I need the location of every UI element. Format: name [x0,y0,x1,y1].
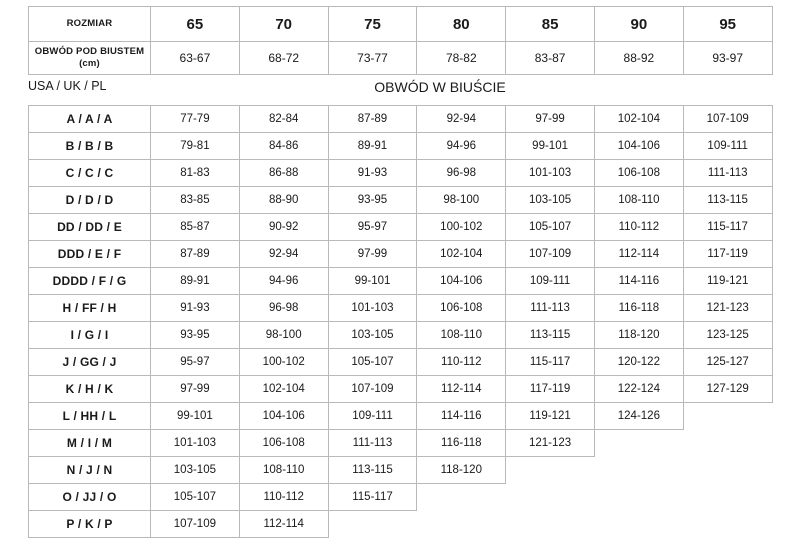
bust-measurement-cell: 113-115 [506,322,595,349]
table-row [29,376,773,403]
bust-circumference-label: OBWÓD W BIUŚCIE [374,79,506,95]
bust-measurement-cell: 90-92 [239,214,328,241]
bust-measurement-cell: 105-107 [328,349,417,376]
cup-size-label: DDD / E / F [29,241,151,268]
empty-cell [506,484,595,511]
table-row [29,160,773,187]
bust-measurement-cell: 117-119 [683,241,772,268]
bust-measurement-cell: 95-97 [328,214,417,241]
size-header-cell: 75 [328,7,417,42]
bust-measurement-cell: 106-108 [239,430,328,457]
bust-measurement-cell: 107-109 [683,106,772,133]
underbust-cell: 83-87 [506,42,595,75]
table-row [29,457,773,484]
empty-cell [683,430,772,457]
bust-measurement-cell: 109-111 [506,268,595,295]
table-row [29,214,773,241]
empty-cell [328,511,417,538]
bust-measurement-cell: 111-113 [683,160,772,187]
empty-cell [417,484,506,511]
bust-measurement-cell: 103-105 [328,322,417,349]
cup-size-label: P / K / P [29,511,151,538]
bust-measurement-cell: 89-91 [151,268,240,295]
bust-measurement-cell: 107-109 [151,511,240,538]
bust-measurement-cell: 108-110 [239,457,328,484]
empty-cell [683,457,772,484]
bust-measurement-cell: 81-83 [151,160,240,187]
bust-measurement-cell: 77-79 [151,106,240,133]
bust-measurement-cell: 112-114 [239,511,328,538]
cup-size-label: K / H / K [29,376,151,403]
bust-measurement-cell: 101-103 [151,430,240,457]
empty-cell [683,484,772,511]
empty-cell [594,484,683,511]
empty-cell [683,511,772,538]
bust-measurement-cell: 112-114 [594,241,683,268]
empty-cell [594,457,683,484]
bust-measurement-cell: 103-105 [506,187,595,214]
usa-uk-pl-label: USA / UK / PL [28,79,107,93]
cup-size-label: A / A / A [29,106,151,133]
table-row [29,430,773,457]
size-header-cell: 95 [683,7,772,42]
table-row [29,484,773,511]
bust-measurement-cell: 92-94 [239,241,328,268]
empty-cell [683,403,772,430]
bust-measurement-cell: 107-109 [328,376,417,403]
underbust-table [28,6,773,75]
bust-measurement-cell: 124-126 [594,403,683,430]
cup-size-label: L / HH / L [29,403,151,430]
bust-measurement-cell: 98-100 [417,187,506,214]
bust-measurement-cell: 111-113 [506,295,595,322]
table-row [29,295,773,322]
cup-size-table [28,105,773,538]
bust-measurement-cell: 95-97 [151,349,240,376]
bust-measurement-cell: 120-122 [594,349,683,376]
bust-measurement-cell: 111-113 [328,430,417,457]
bust-measurement-cell: 113-115 [328,457,417,484]
bust-measurement-cell: 100-102 [417,214,506,241]
bust-measurement-cell: 127-129 [683,376,772,403]
bust-measurement-cell: 107-109 [506,241,595,268]
bust-measurement-cell: 106-108 [594,160,683,187]
bust-measurement-cell: 85-87 [151,214,240,241]
underbust-cell: 88-92 [594,42,683,75]
bust-measurement-cell: 91-93 [151,295,240,322]
empty-cell [506,511,595,538]
bust-measurement-cell: 102-104 [417,241,506,268]
cup-size-label: D / D / D [29,187,151,214]
bust-measurement-cell: 105-107 [151,484,240,511]
table-row [29,7,773,42]
bust-measurement-cell: 99-101 [506,133,595,160]
bust-measurement-cell: 87-89 [328,106,417,133]
bust-measurement-cell: 119-121 [506,403,595,430]
cup-size-label: C / C / C [29,160,151,187]
bust-measurement-cell: 105-107 [506,214,595,241]
underbust-cell: 73-77 [328,42,417,75]
underbust-cell: 78-82 [417,42,506,75]
bust-measurement-cell: 89-91 [328,133,417,160]
row-label-obwod-pod-biustem: OBWÓD POD BIUSTEM (cm) [29,42,151,75]
cup-size-label: DD / DD / E [29,214,151,241]
bust-measurement-cell: 115-117 [683,214,772,241]
cup-size-label: B / B / B [29,133,151,160]
bust-measurement-cell: 116-118 [594,295,683,322]
section-labels [28,79,772,103]
bust-measurement-cell: 104-106 [417,268,506,295]
bust-measurement-cell: 79-81 [151,133,240,160]
bust-measurement-cell: 114-116 [594,268,683,295]
bust-measurement-cell: 88-90 [239,187,328,214]
bust-measurement-cell: 97-99 [328,241,417,268]
bust-measurement-cell: 103-105 [151,457,240,484]
cup-size-label: J / GG / J [29,349,151,376]
bust-measurement-cell: 98-100 [239,322,328,349]
bust-measurement-cell: 114-116 [417,403,506,430]
bust-measurement-cell: 115-117 [328,484,417,511]
table-row [29,187,773,214]
table-row [29,106,773,133]
cup-size-label: N / J / N [29,457,151,484]
bust-measurement-cell: 110-112 [239,484,328,511]
bust-measurement-cell: 113-115 [683,187,772,214]
underbust-cell: 68-72 [239,42,328,75]
bust-measurement-cell: 93-95 [151,322,240,349]
cup-size-label: O / JJ / O [29,484,151,511]
bust-measurement-cell: 125-127 [683,349,772,376]
table-row [29,403,773,430]
bust-measurement-cell: 96-98 [417,160,506,187]
bust-measurement-cell: 110-112 [417,349,506,376]
bust-measurement-cell: 104-106 [594,133,683,160]
bust-measurement-cell: 99-101 [328,268,417,295]
underbust-cell: 63-67 [151,42,240,75]
size-header-cell: 80 [417,7,506,42]
bust-measurement-cell: 83-85 [151,187,240,214]
bust-measurement-cell: 104-106 [239,403,328,430]
size-header-cell: 85 [506,7,595,42]
size-header-cell: 90 [594,7,683,42]
table-row [29,349,773,376]
bust-measurement-cell: 108-110 [594,187,683,214]
bust-measurement-cell: 115-117 [506,349,595,376]
bust-measurement-cell: 102-104 [239,376,328,403]
cup-size-label: M / I / M [29,430,151,457]
bust-measurement-cell: 121-123 [506,430,595,457]
bust-measurement-cell: 92-94 [417,106,506,133]
bust-measurement-cell: 121-123 [683,295,772,322]
table-row [29,268,773,295]
empty-cell [506,457,595,484]
cup-size-table-container [28,105,772,538]
table-row [29,241,773,268]
bust-measurement-cell: 112-114 [417,376,506,403]
bust-measurement-cell: 102-104 [594,106,683,133]
bust-measurement-cell: 87-89 [151,241,240,268]
bust-measurement-cell: 118-120 [417,457,506,484]
empty-cell [594,511,683,538]
bust-measurement-cell: 93-95 [328,187,417,214]
bust-measurement-cell: 108-110 [417,322,506,349]
bust-measurement-cell: 117-119 [506,376,595,403]
cup-size-label: H / FF / H [29,295,151,322]
bust-measurement-cell: 82-84 [239,106,328,133]
bust-measurement-cell: 86-88 [239,160,328,187]
bust-measurement-cell: 110-112 [594,214,683,241]
bust-measurement-cell: 99-101 [151,403,240,430]
bust-measurement-cell: 106-108 [417,295,506,322]
row-label-rozmiar: ROZMIAR [29,7,151,42]
bust-measurement-cell: 119-121 [683,268,772,295]
bust-measurement-cell: 101-103 [506,160,595,187]
table-row [29,511,773,538]
table-row [29,42,773,75]
bust-measurement-cell: 109-111 [683,133,772,160]
bust-measurement-cell: 116-118 [417,430,506,457]
empty-cell [594,430,683,457]
size-header-cell: 70 [239,7,328,42]
bust-measurement-cell: 84-86 [239,133,328,160]
table-row [29,133,773,160]
underbust-cell: 93-97 [683,42,772,75]
bust-measurement-cell: 101-103 [328,295,417,322]
table-row [29,322,773,349]
cup-size-label: I / G / I [29,322,151,349]
empty-cell [417,511,506,538]
bust-measurement-cell: 96-98 [239,295,328,322]
bust-measurement-cell: 91-93 [328,160,417,187]
bust-measurement-cell: 94-96 [417,133,506,160]
size-header-cell: 65 [151,7,240,42]
bust-measurement-cell: 100-102 [239,349,328,376]
cup-size-label: DDDD / F / G [29,268,151,295]
bust-measurement-cell: 94-96 [239,268,328,295]
bust-measurement-cell: 109-111 [328,403,417,430]
bust-measurement-cell: 123-125 [683,322,772,349]
bust-measurement-cell: 118-120 [594,322,683,349]
bust-measurement-cell: 97-99 [151,376,240,403]
underbust-table-container [28,6,772,75]
bust-measurement-cell: 97-99 [506,106,595,133]
bust-measurement-cell: 122-124 [594,376,683,403]
